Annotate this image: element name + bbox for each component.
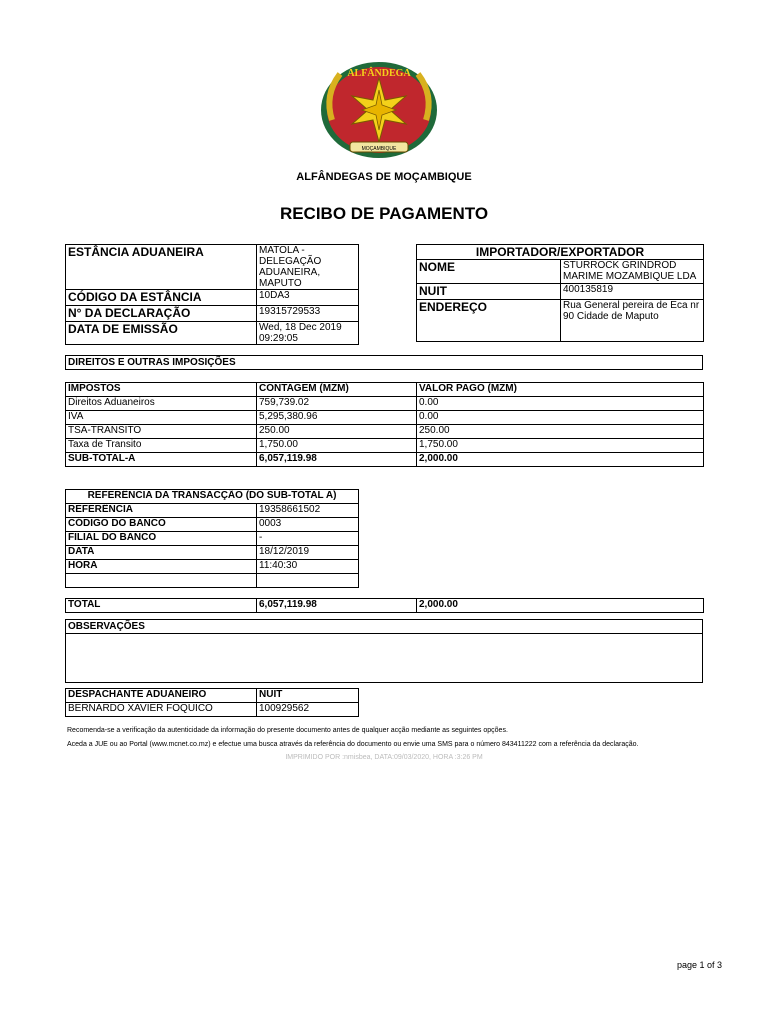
- total-table: [65, 598, 704, 613]
- tax-valor: 0.00: [417, 397, 704, 411]
- despachante-name: BERNARDO XAVIER FOQUICO: [66, 703, 257, 717]
- tax-contagem: 250.00: [257, 425, 417, 439]
- tax-name: Taxa de Transito: [66, 439, 257, 453]
- endereco-value: Rua General pereira de Eca nr 90 Cidade de Maputo: [561, 300, 704, 342]
- tax-valor: 250.00: [417, 425, 704, 439]
- despachante-label: DESPACHANTE ADUANEIRO: [66, 689, 257, 703]
- table-row: [66, 411, 704, 425]
- taxes-header-impostos: IMPOSTOS: [66, 383, 257, 397]
- endereco-label: ENDEREÇO: [417, 300, 561, 342]
- taxes-table: [65, 382, 704, 467]
- importer-header: IMPORTADOR/EXPORTADOR: [417, 245, 704, 260]
- transaction-table: [65, 489, 359, 588]
- importer-table: [416, 244, 704, 342]
- data-value: 18/12/2019: [257, 546, 359, 560]
- referencia-value: 19358661502: [257, 504, 359, 518]
- page-number: page 1 of 3: [676, 960, 722, 970]
- despachante-nuit: 100929562: [257, 703, 359, 717]
- tax-name: TSA-TRANSITO: [66, 425, 257, 439]
- nome-value: STURROCK GRINDROD MARIME MOZAMBIQUE LDA: [561, 260, 704, 284]
- empty-cell: [66, 574, 257, 588]
- tax-contagem: 759,739.02: [257, 397, 417, 411]
- estancia-label: ESTÂNCIA ADUANEIRA: [66, 245, 257, 290]
- filial-label: FILIAL DO BANCO: [66, 532, 257, 546]
- emblem-bottom-text: MOÇAMBIQUE: [361, 146, 397, 152]
- taxes-header-contagem: CONTAGEM (MZM): [257, 383, 417, 397]
- subtotal-contagem: 6,057,119.98: [257, 453, 417, 467]
- tax-name: Direitos Aduaneiros: [66, 397, 257, 411]
- total-label: TOTAL: [66, 599, 257, 613]
- referencia-label: REFERÊNCIA: [66, 504, 257, 518]
- table-row: [66, 439, 704, 453]
- customs-emblem-logo: [318, 60, 440, 164]
- tax-name: IVA: [66, 411, 257, 425]
- document-title: RECIBO DE PAGAMENTO: [279, 204, 489, 223]
- filial-value: -: [257, 532, 359, 546]
- nuit-value: 400135819: [561, 284, 704, 300]
- subtotal-valor: 2,000.00: [417, 453, 704, 467]
- emblem-top-text: ALFÂNDEGA: [347, 68, 411, 79]
- note-line-2: Aceda a JUE ou ao Portal (www.mcnet.co.mz) e efectue uma busca através da referência do documento ou envie uma SMS para o número 843411222 com a referência da declaração.: [67, 741, 639, 748]
- tax-contagem: 1,750.00: [257, 439, 417, 453]
- tax-valor: 1,750.00: [417, 439, 704, 453]
- tax-valor: 0.00: [417, 411, 704, 425]
- total-contagem: 6,057,119.98: [257, 599, 417, 613]
- observacoes-box: [65, 619, 703, 683]
- direitos-section-header: DIREITOS E OUTRAS IMPOSIÇÕES: [65, 355, 703, 370]
- codigo-estancia-label: CÓDIGO DA ESTÂNCIA: [66, 290, 257, 306]
- emissao-value: Wed, 18 Dec 2019 09:29:05: [257, 322, 359, 345]
- transaction-header: REFERÊNCIA DA TRANSACÇÃO (DO SUB-TOTAL A): [66, 490, 359, 504]
- emissao-label: DATA DE EMISSÃO: [66, 322, 257, 345]
- estancia-value: MATOLA - DELEGAÇÃO ADUANEIRA, MAPUTO: [257, 245, 359, 290]
- despachante-nuit-label: NUIT: [257, 689, 359, 703]
- despachante-table: [65, 688, 359, 717]
- hora-label: HORA: [66, 560, 257, 574]
- taxes-header-valor: VALOR PAGO (MZM): [417, 383, 704, 397]
- hora-value: 11:40:30: [257, 560, 359, 574]
- tax-contagem: 5,295,380.96: [257, 411, 417, 425]
- data-label: DATA: [66, 546, 257, 560]
- banco-value: 0003: [257, 518, 359, 532]
- total-valor: 2,000.00: [417, 599, 704, 613]
- printed-by: IMPRIMIDO POR :nmisbea, DATA:09/03/2020, HORA :3:26 PM: [285, 754, 483, 761]
- customs-info-table: [65, 244, 359, 345]
- note-line-1: Recomenda-se a verificação da autenticidade da informação do presente documento antes de qualquer acção mediante as seguintes opções.: [67, 727, 508, 734]
- codigo-estancia-value: 10DA3: [257, 290, 359, 306]
- observacoes-label: OBSERVAÇÕES: [66, 620, 702, 634]
- subtotal-label: SUB-TOTAL-A: [66, 453, 257, 467]
- org-name: ALFÂNDEGAS DE MOÇAMBIQUE: [296, 171, 472, 183]
- table-row: [66, 397, 704, 411]
- declaracao-label: N° DA DECLARAÇÃO: [66, 306, 257, 322]
- table-row: [66, 425, 704, 439]
- nome-label: NOME: [417, 260, 561, 284]
- banco-label: CÓDIGO DO BANCO: [66, 518, 257, 532]
- nuit-label: NUIT: [417, 284, 561, 300]
- empty-cell: [257, 574, 359, 588]
- declaracao-value: 19315729533: [257, 306, 359, 322]
